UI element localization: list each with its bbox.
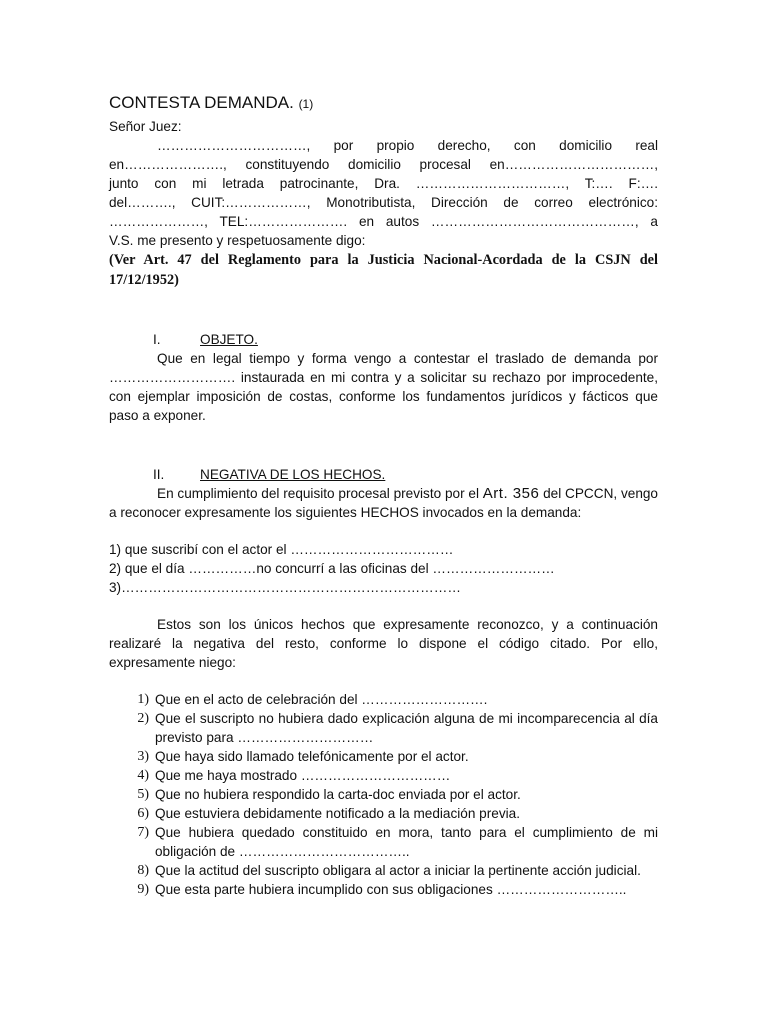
transition-paragraph: Estos son los únicos hechos que expresamente reconozco, y a continuación realizaré la negativa del resto, conforme lo dispone el código citado. Por ello, expresamente niego: xyxy=(109,617,658,670)
section-1-number: I. xyxy=(153,332,161,347)
denial-text: Que esta parte hubiera incumplido con sus obligaciones ……………………….. xyxy=(155,882,627,897)
denial-item xyxy=(109,823,658,861)
denial-item xyxy=(109,804,658,823)
denial-text: Que la actitud del suscripto obligara al actor a iniciar la pertinente acción judicial. xyxy=(155,863,641,878)
document-title xyxy=(109,92,658,115)
section-1-title: OBJETO. xyxy=(200,332,258,347)
denial-number: 9) xyxy=(137,882,149,897)
admitted-facts-list xyxy=(109,540,658,597)
salutation: Señor Juez: xyxy=(109,119,182,134)
intro-paragraph xyxy=(109,136,658,250)
denial-number: 8) xyxy=(137,863,149,878)
reference-note: (Ver Art. 47 del Reglamento para la Justicia Nacional-Acordada de la CSJN del 17/12/1952) xyxy=(109,252,658,288)
section-2-paragraph xyxy=(109,484,658,522)
denial-number: 7) xyxy=(137,825,149,840)
section-2-number: II. xyxy=(153,467,165,482)
denial-text: Que en el acto de celebración del ………………………. xyxy=(155,692,488,707)
section-2-heading xyxy=(153,465,658,484)
document-page xyxy=(109,92,658,899)
denial-number: 1) xyxy=(137,692,149,707)
denial-text: Que haya sido llamado telefónicamente por el actor. xyxy=(155,749,469,764)
denial-item xyxy=(109,747,658,766)
intro-line-6: V.S. me presento y respetuosamente digo: xyxy=(109,233,366,248)
denial-text: Que estuviera debidamente notificado a la mediación previa. xyxy=(155,806,520,821)
denials-list xyxy=(109,690,658,899)
admitted-fact: 2) que el día ……………no concurrí a las oficinas del ……………………… xyxy=(109,561,555,576)
denial-item xyxy=(109,709,658,747)
intro-line-5: …………………, TEL:…………………. en autos ………………………………………, a xyxy=(109,214,658,229)
denial-item xyxy=(109,766,658,785)
denial-item xyxy=(109,690,658,709)
section-2-text-start: En cumplimiento del requisito procesal previsto por el xyxy=(157,486,483,501)
section-2-text-rest: del CPCCN, vengo a reconocer expresamente los siguientes HECHOS invocados en la demanda: xyxy=(109,486,658,520)
denial-item xyxy=(109,861,658,880)
intro-line-2: en…………………., constituyendo domicilio procesal en……………………………, xyxy=(109,157,658,172)
intro-line-1: ……………………………, por propio derecho, con domicilio real xyxy=(157,138,658,153)
intro-line-3: junto con mi letrada patrocinante, Dra. ……………………………, T:…. F:…. xyxy=(109,176,658,191)
title-footnote-marker: (1) xyxy=(298,97,314,111)
section-1-paragraph: Que en legal tiempo y forma vengo a contestar el traslado de demanda por ………………………. instaurada en mi contra y a solicitar su rechazo por improcedente, con ejemplar imposición de costas, conforme los fundamentos jurídicos y fácticos que paso a exponer. xyxy=(109,351,658,423)
denial-text: Que el suscripto no hubiera dado explicación alguna de mi incomparecencia al día previsto para ………………………… xyxy=(155,711,658,745)
denial-text: Que hubiera quedado constituido en mora, tanto para el cumplimiento de mi obligación de ……………………………….. xyxy=(155,825,658,859)
denial-number: 3) xyxy=(137,749,149,764)
denial-number: 5) xyxy=(137,787,149,802)
denial-item xyxy=(109,880,658,899)
denial-number: 6) xyxy=(137,806,149,821)
admitted-fact: 1) que suscribí con el actor el ……………………………… xyxy=(109,542,454,557)
section-2-title: NEGATIVA DE LOS HECHOS. xyxy=(200,467,386,482)
admitted-fact: 3)………………………………………………………………… xyxy=(109,580,461,595)
denial-number: 2) xyxy=(137,711,149,726)
section-1-heading xyxy=(153,330,658,349)
article-reference: Art. 356 xyxy=(482,485,540,502)
intro-line-4: del………., CUIT:………………, Monotributista, Dirección de correo electrónico: xyxy=(109,195,658,210)
denial-item xyxy=(109,785,658,804)
denial-text: Que me haya mostrado …………………………… xyxy=(155,768,451,783)
title-text: CONTESTA DEMANDA. xyxy=(109,93,294,112)
denial-text: Que no hubiera respondido la carta-doc enviada por el actor. xyxy=(155,787,521,802)
denial-number: 4) xyxy=(137,768,149,783)
